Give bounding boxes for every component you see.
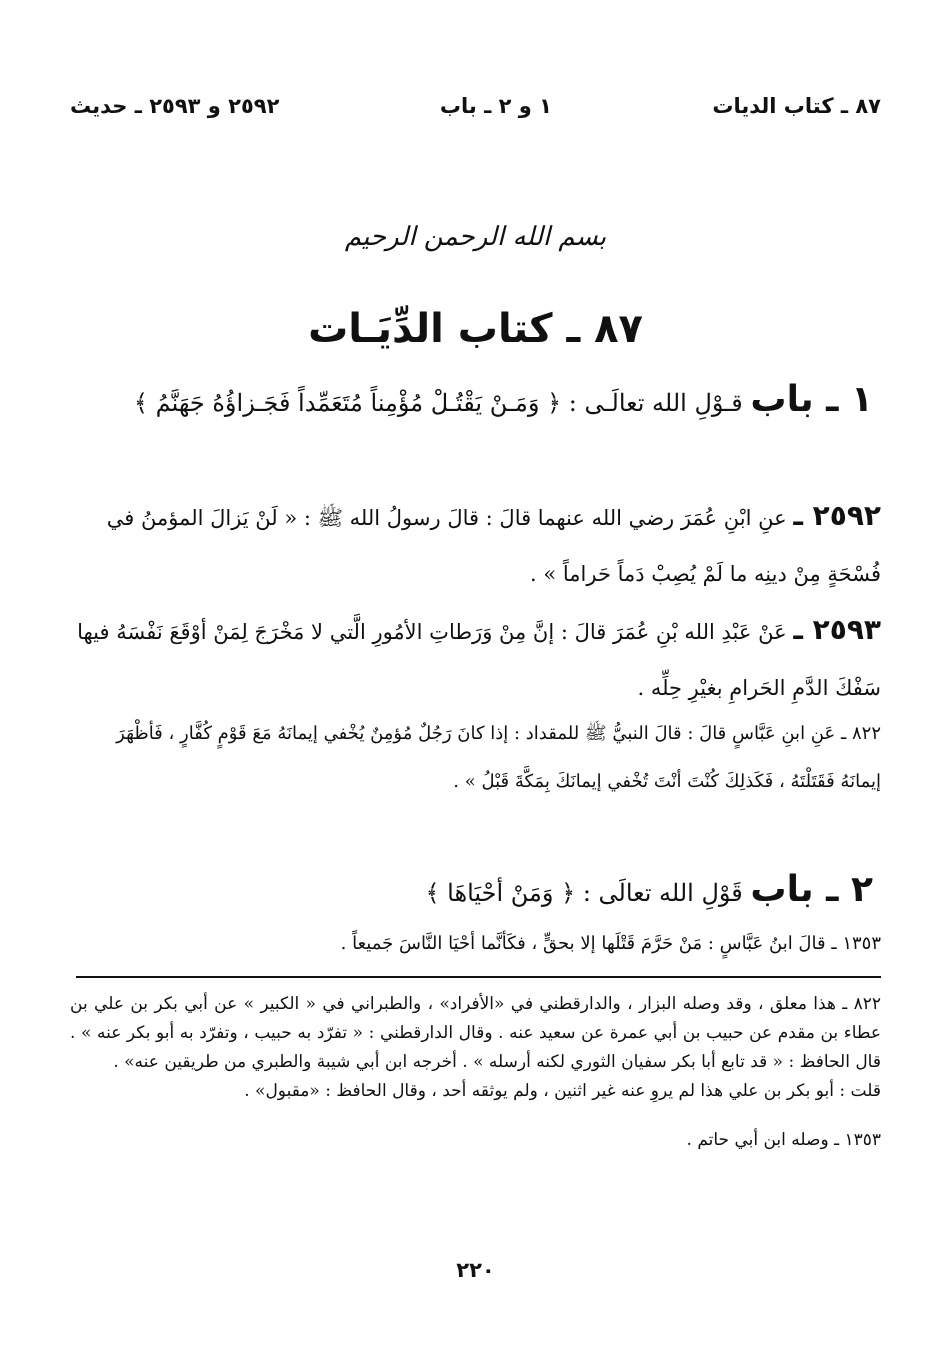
- hadith-822: [70, 710, 881, 806]
- hadith-2592: [70, 488, 881, 602]
- footnotes: [70, 990, 881, 1155]
- header-hadith-range: ٢٥٩٢ و ٢٥٩٣ ـ حديث: [70, 94, 280, 118]
- basmala: بسم الله الرحمن الرحيم: [344, 222, 607, 252]
- hadith-number: ١٣٥٣ ـ: [831, 933, 881, 954]
- bab-2-heading: [70, 862, 873, 921]
- header-chapter: ١ و ٢ ـ باب: [439, 94, 552, 118]
- hadith-text: عنِ ابْنِ عُمَرَ رضي الله عنهما قالَ : قالَ رسولُ الله ﷺ : « لَنْ يَزالَ المؤمنُ في فُسْحَةٍ مِنْ دينِه ما لَمْ يُصِبْ دَماً حَراماً » .: [106, 506, 881, 586]
- running-header: [70, 88, 881, 124]
- hadith-1353: [70, 920, 881, 968]
- footnote-separator: [76, 976, 881, 978]
- hadith-number: ٨٢٢ ـ: [840, 723, 881, 744]
- bab-1-text: قـوْلِ الله تعالَـى : ﴿ وَمَـنْ يَقْتُـلْ مُؤْمِناً مُتَعَمِّداً فَجَـزاؤُهُ جَهَنَّمُ ﴾: [133, 389, 743, 417]
- footnote-1353: ١٣٥٣ ـ وصله ابن أبي حاتم .: [686, 1130, 881, 1150]
- footnote-822: ٨٢٢ ـ هذا معلق ، وقد وصله البزار ، والدارقطني في «الأفراد» ، والطبراني في « الكبير » عن أبي بكر بن علي بن عطاء بن مقدم عن حبيب بن أبي عمرة عن سعيد عنه . وقال الدارقطني : « تفرّد به حبيب ، وتفرّد به أبو بكر عنه » . قال الحافظ : « قد تابع أبا بكر سفيان الثوري لكنه أرسله » . أخرجه ابن أبي شيبة والطبري من طريقين عنه» .: [70, 994, 882, 1072]
- header-book-title: ٨٧ ـ كتاب الديات: [712, 94, 881, 118]
- hadith-2593: [70, 602, 881, 716]
- hadith-text: قالَ ابنُ عَبَّاسٍ : مَنْ حَرَّمَ قَتْلَها إلا بحقٍّ ، فكَأنَّما أحْيَا النَّاسَ جَميعاً .: [340, 933, 826, 954]
- bab-1-number: ١ ـ باب: [750, 379, 873, 420]
- hadith-text: عَنْ عَبْدِ الله بْنِ عُمَرَ قالَ : إنَّ مِنْ وَرَطاتِ الأمُورِ الَّتي لا مَخْرَجَ لِمَنْ أوْقَعَ نَفْسَهُ فيها سَفْكَ الدَّمِ الحَرامِ بغيْرِ حِلِّه .: [77, 620, 881, 700]
- bab-2-text: قَوْلِ الله تعالَى : ﴿ وَمَنْ أحْيَاهَا ﴾: [425, 879, 743, 907]
- bab-1-heading: [70, 372, 873, 431]
- chapter-title: ٨٧ ـ كتاب الدِّيَـات: [308, 306, 643, 352]
- footnote-822-note: قلت : أبو بكر بن علي هذا لم يروِ عنه غير اثنين ، ولم يوثقه أحد ، وقال الحافظ : «مقبول» .: [244, 1081, 881, 1101]
- hadith-number: ٢٥٩٣ ـ: [793, 613, 881, 646]
- hadith-number: ٢٥٩٢ ـ: [793, 499, 881, 532]
- page-number: ٢٢٠: [456, 1258, 495, 1282]
- bab-2-number: ٢ ـ باب: [750, 869, 873, 910]
- hadith-text: عَنِ ابنِ عَبَّاسٍ قالَ : قالَ النبيُّ ﷺ للمقداد : إذا كانَ رَجُلٌ مُؤمِنٌ يُخْفي إيمانَهُ مَعَ قَوْمٍ كُفَّارٍ ، فَأظْهَرَ إيمانَهُ فَقَتَلْتَهُ ، فَكَذلِكَ كُنْتَ أنْتَ تُخْفي إيمانَكَ بِمَكَّةَ قَبْلُ » .: [116, 723, 881, 792]
